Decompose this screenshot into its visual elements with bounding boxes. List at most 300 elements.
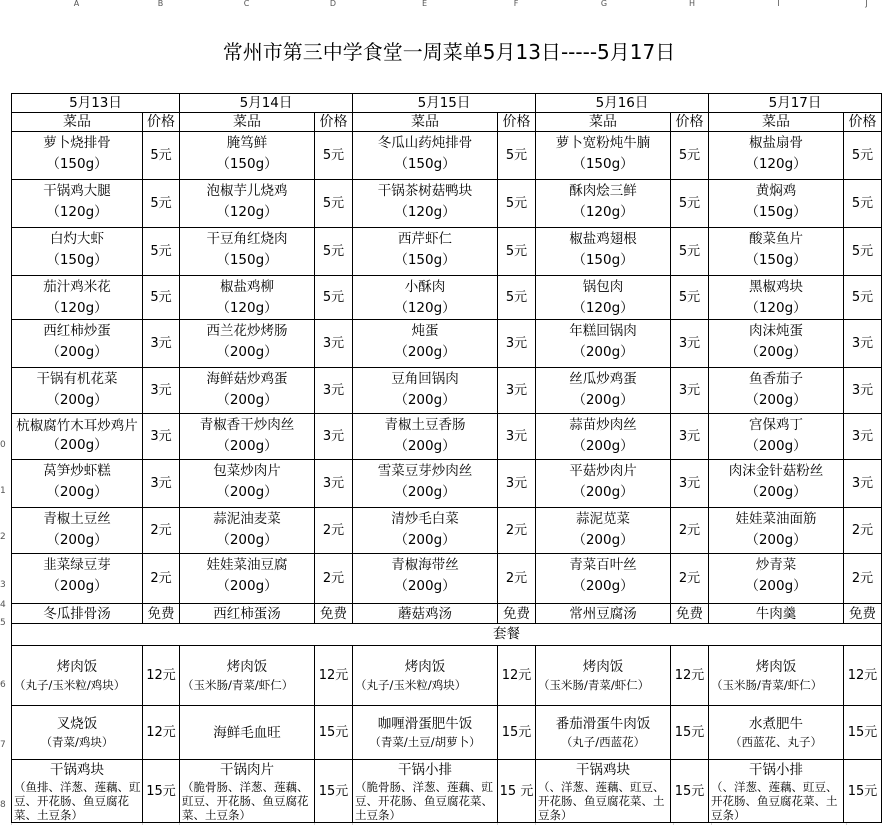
dish-name: 鱼香茄子 — [749, 371, 803, 387]
price-cell: 5元 — [143, 132, 180, 180]
combo-price: 15元 — [315, 706, 353, 760]
dish-weight: （150g） — [216, 156, 278, 172]
price-cell: 3元 — [671, 460, 709, 508]
dish-weight: （200g） — [745, 532, 807, 548]
dish-cell — [536, 368, 671, 414]
price-cell: 3元 — [671, 320, 709, 368]
dish-name: 黑椒鸡块 — [749, 279, 803, 295]
combo-price: 15元 — [671, 760, 709, 823]
combo-price: 15元 — [844, 706, 882, 760]
price-cell: 3元 — [844, 460, 882, 508]
combo-name: 烤肉饭 — [582, 659, 624, 675]
price-cell: 5元 — [844, 132, 882, 180]
dish-name: 茄汁鸡米花 — [43, 279, 111, 295]
dish-name: 萝卜烧排骨 — [43, 135, 111, 151]
combo-name: 烤肉饭 — [56, 659, 98, 675]
dish-cell — [536, 554, 671, 604]
soup-price: 免费 — [671, 604, 709, 624]
menu-row — [12, 554, 882, 604]
dish-weight: （200g） — [745, 438, 807, 454]
price-cell: 5元 — [143, 228, 180, 276]
dish-weight: （120g） — [745, 156, 807, 172]
dish-cell — [180, 414, 315, 460]
combo-name: 叉烧饭 — [56, 716, 98, 732]
dish-cell — [180, 180, 315, 228]
dish-cell — [709, 368, 844, 414]
price-cell: 5元 — [315, 228, 353, 276]
dish-cell — [353, 228, 498, 276]
dish-name: 青椒土豆香肠 — [384, 417, 466, 433]
combo-name: 海鲜毛血旺 — [213, 724, 281, 741]
combo-price: 12元 — [143, 646, 180, 706]
dish-weight: （150g） — [745, 252, 807, 268]
dish-name: 干锅鸡大腿 — [43, 183, 111, 199]
combo-cell — [536, 646, 671, 706]
dish-weight: （200g） — [216, 438, 278, 454]
price-cell: 3元 — [315, 320, 353, 368]
dish-weight: （200g） — [216, 578, 278, 594]
dish-weight: （200g） — [394, 438, 456, 454]
row-header[interactable]: 8 — [0, 800, 6, 810]
price-cell: 5元 — [315, 276, 353, 320]
dish-name: 白灼大虾 — [50, 231, 104, 247]
dish-header: 菜品 — [12, 113, 143, 132]
price-cell: 2元 — [671, 554, 709, 604]
set-meal-label-row — [12, 624, 882, 646]
dish-weight: （120g） — [394, 204, 456, 220]
dish-name: 干锅有机花菜 — [36, 371, 118, 387]
price-cell: 2元 — [315, 508, 353, 554]
dish-cell — [709, 228, 844, 276]
combo-cell — [536, 706, 671, 760]
dish-name: 蒜苗炒肉丝 — [569, 417, 637, 433]
dish-cell — [536, 508, 671, 554]
dish-cell — [709, 508, 844, 554]
dish-cell — [709, 180, 844, 228]
price-cell: 3元 — [143, 414, 180, 460]
dish-cell — [536, 228, 671, 276]
dish-weight: （200g） — [572, 438, 634, 454]
dish-cell — [709, 554, 844, 604]
dish-name: 黄焖鸡 — [755, 183, 797, 199]
price-cell: 5元 — [671, 276, 709, 320]
combo-details: （、洋葱、莲藕、豇豆、开花肠、鱼豆腐花菜、土豆条） — [538, 780, 665, 822]
dish-name: 年糕回锅肉 — [569, 323, 637, 339]
price-cell: 5元 — [498, 276, 536, 320]
dish-name: 椒盐鸡柳 — [220, 279, 274, 295]
price-cell: 5元 — [143, 180, 180, 228]
combo-cell — [709, 706, 844, 760]
dish-cell — [180, 460, 315, 508]
dish-weight: （200g） — [572, 484, 634, 500]
combo-details: （脆骨肠、洋葱、莲藕、豇豆、开花肠、鱼豆腐花菜、土豆条） — [182, 780, 309, 822]
dish-name: 炒青菜 — [755, 557, 797, 573]
row-header[interactable]: 3 — [0, 580, 6, 590]
dish-name: 海鲜菇炒鸡蛋 — [206, 371, 288, 387]
dish-weight: （200g） — [745, 578, 807, 594]
dish-cell — [12, 508, 143, 554]
dish-name: 酥肉烩三鲜 — [569, 183, 637, 199]
menu-row — [12, 132, 882, 180]
dish-weight: （200g） — [216, 484, 278, 500]
dish-weight: （200g） — [572, 578, 634, 594]
dish-cell — [180, 368, 315, 414]
weekly-menu-table — [11, 93, 882, 823]
dish-name: 干锅茶树菇鸭块 — [377, 183, 473, 199]
row-header[interactable]: 1 — [0, 486, 6, 496]
combo-cell — [536, 760, 671, 823]
dish-name: 椒盐鸡翅根 — [569, 231, 637, 247]
dish-weight: （120g） — [745, 300, 807, 316]
dish-name: 蒜泥苋菜 — [576, 511, 630, 527]
day-header: 5月15日 — [353, 94, 536, 113]
column-header[interactable]: A — [11, 0, 142, 8]
dish-cell — [709, 414, 844, 460]
dish-cell — [12, 554, 143, 604]
dish-cell — [12, 368, 143, 414]
dish-header: 菜品 — [180, 113, 315, 132]
dish-cell — [180, 508, 315, 554]
menu-row — [12, 414, 882, 460]
combo-price: 15元 — [498, 706, 536, 760]
dish-name: 丝瓜炒鸡蛋 — [569, 371, 637, 387]
dish-cell — [353, 320, 498, 368]
combo-cell — [12, 760, 143, 823]
menu-row — [12, 320, 882, 368]
dish-weight: （150g） — [46, 252, 108, 268]
column-label-row — [12, 113, 882, 132]
price-cell: 3元 — [498, 460, 536, 508]
combo-price: 15元 — [315, 760, 353, 823]
soup-price: 免费 — [498, 604, 536, 624]
dish-name: 豆角回锅肉 — [391, 371, 459, 387]
column-header[interactable]: J — [846, 0, 887, 8]
combo-details: （玉米肠/青菜/虾仁） — [538, 678, 650, 692]
dish-cell — [353, 180, 498, 228]
dish-name: 干豆角红烧肉 — [206, 231, 288, 247]
price-cell: 3元 — [671, 414, 709, 460]
dish-cell — [180, 276, 315, 320]
dish-weight: （200g） — [745, 344, 807, 360]
dish-cell — [353, 132, 498, 180]
combo-name: 干锅肉片 — [220, 762, 274, 778]
column-header[interactable]: C — [179, 0, 314, 8]
dish-name: 锅包肉 — [582, 279, 624, 295]
price-header: 价格 — [498, 113, 536, 132]
price-header: 价格 — [844, 113, 882, 132]
combo-cell — [12, 706, 143, 760]
dish-name: 酸菜鱼片 — [749, 231, 803, 247]
price-cell: 3元 — [143, 320, 180, 368]
dish-weight: （120g） — [216, 204, 278, 220]
combo-name: 干锅小排 — [749, 762, 803, 778]
dish-name: 青椒土豆丝 — [43, 511, 111, 527]
dish-weight: （200g） — [216, 532, 278, 548]
dish-cell — [709, 276, 844, 320]
price-cell: 3元 — [315, 414, 353, 460]
menu-row — [12, 368, 882, 414]
combo-cell — [709, 646, 844, 706]
dish-weight: （200g） — [46, 532, 108, 548]
dish-cell — [12, 320, 143, 368]
price-cell: 2元 — [498, 508, 536, 554]
combo-details: （、洋葱、莲藕、豇豆、开花肠、鱼豆腐花菜、土豆条） — [711, 780, 838, 822]
dish-cell — [12, 276, 143, 320]
price-cell: 2元 — [671, 508, 709, 554]
dish-weight: （120g） — [216, 300, 278, 316]
dish-name: 娃娃菜油豆腐 — [206, 557, 288, 573]
price-cell: 5元 — [671, 180, 709, 228]
combo-price: 15元 — [844, 760, 882, 823]
dish-cell — [353, 368, 498, 414]
dish-weight: （200g） — [46, 484, 108, 500]
combo-details: （青菜/鸡块） — [40, 735, 114, 749]
dish-name: 包菜炒肉片 — [213, 463, 281, 479]
combo-name: 干锅鸡块 — [576, 762, 630, 778]
dish-name: 肉沫金针菇粉丝 — [728, 463, 824, 479]
dish-name: 青菜百叶丝 — [569, 557, 637, 573]
combo-cell — [12, 646, 143, 706]
dish-name: 萝卜宽粉炖牛腩 — [555, 135, 651, 151]
dish-name: 泡椒芋儿烧鸡 — [206, 183, 288, 199]
dish-weight: （200g） — [572, 344, 634, 360]
row-header[interactable]: 4 — [0, 600, 6, 610]
dish-name: 青椒海带丝 — [391, 557, 459, 573]
soup-name: 西红柿蛋汤 — [180, 604, 315, 624]
dish-name: 莴笋炒虾糕 — [43, 463, 111, 479]
dish-name: 小酥肉 — [404, 279, 446, 295]
combo-details: （玉米肠/青菜/虾仁） — [711, 678, 823, 692]
dish-weight: （200g） — [394, 532, 456, 548]
combo-details: （丸子/西蓝花） — [560, 735, 646, 749]
price-cell: 5元 — [498, 228, 536, 276]
price-cell: 2元 — [143, 508, 180, 554]
column-header[interactable]: F — [497, 0, 535, 8]
day-header: 5月16日 — [536, 94, 709, 113]
dish-weight: （200g） — [46, 437, 108, 453]
dish-cell — [709, 320, 844, 368]
price-cell: 3元 — [143, 368, 180, 414]
soup-price: 免费 — [143, 604, 180, 624]
row-header[interactable]: 5 — [0, 618, 6, 628]
dish-name: 平菇炒肉片 — [569, 463, 637, 479]
dish-cell — [353, 554, 498, 604]
column-header[interactable]: E — [352, 0, 497, 8]
combo-details: （鱼排、洋葱、莲藕、豇豆、开花肠、鱼豆腐花菜、土豆条） — [14, 780, 141, 822]
column-header[interactable]: H — [673, 0, 711, 8]
dish-cell — [180, 554, 315, 604]
day-header: 5月13日 — [12, 94, 180, 113]
price-header: 价格 — [143, 113, 180, 132]
dish-weight: （200g） — [572, 532, 634, 548]
dish-weight: （150g） — [394, 156, 456, 172]
combo-price: 15元 — [143, 760, 180, 823]
price-cell: 3元 — [844, 320, 882, 368]
menu-row — [12, 460, 882, 508]
dish-cell — [536, 132, 671, 180]
row-header[interactable]: 6 — [0, 680, 6, 690]
menu-row — [12, 508, 882, 554]
combo-price: 12元 — [143, 706, 180, 760]
row-header[interactable]: 2 — [0, 532, 6, 542]
column-header[interactable]: G — [535, 0, 673, 8]
soup-name: 冬瓜排骨汤 — [12, 604, 143, 624]
price-header: 价格 — [315, 113, 353, 132]
combo-name: 干锅鸡块 — [50, 762, 104, 778]
dish-weight: （200g） — [745, 392, 807, 408]
dish-cell — [536, 180, 671, 228]
dish-weight: （200g） — [394, 578, 456, 594]
dish-name: 肉沫炖蛋 — [749, 323, 803, 339]
dish-name: 娃娃菜油面筋 — [735, 511, 817, 527]
menu-row — [12, 228, 882, 276]
dish-weight: （150g） — [572, 252, 634, 268]
dish-cell — [353, 508, 498, 554]
price-cell: 3元 — [498, 320, 536, 368]
dish-cell — [353, 414, 498, 460]
combo-cell — [353, 760, 498, 823]
dish-weight: （120g） — [46, 204, 108, 220]
dish-cell — [12, 228, 143, 276]
combo-cell — [353, 706, 498, 760]
combo-name: 烤肉饭 — [404, 659, 446, 675]
price-cell: 3元 — [844, 368, 882, 414]
row-header[interactable]: 0 — [0, 440, 6, 450]
dish-name: 清炒毛白菜 — [391, 511, 459, 527]
column-header[interactable]: B — [142, 0, 179, 8]
combo-row — [12, 760, 882, 823]
price-cell: 3元 — [498, 368, 536, 414]
combo-details: （西蓝花、丸子） — [730, 735, 822, 749]
price-cell: 5元 — [671, 132, 709, 180]
dish-name: 青椒香干炒肉丝 — [199, 417, 295, 433]
dish-cell — [180, 228, 315, 276]
price-cell: 3元 — [671, 368, 709, 414]
dish-name: 西兰花炒烤肠 — [206, 323, 288, 339]
dish-weight: （120g） — [572, 300, 634, 316]
price-cell: 5元 — [844, 228, 882, 276]
combo-cell — [353, 646, 498, 706]
dish-weight: （150g） — [394, 252, 456, 268]
combo-cell — [709, 760, 844, 823]
dish-header: 菜品 — [709, 113, 844, 132]
dish-cell — [536, 460, 671, 508]
combo-details: （丸子/玉米粒/鸡块） — [355, 678, 467, 692]
dish-name: 宫保鸡丁 — [749, 417, 803, 433]
dish-weight: （120g） — [46, 300, 108, 316]
price-cell: 3元 — [143, 460, 180, 508]
dish-weight: （150g） — [572, 156, 634, 172]
dish-cell — [536, 414, 671, 460]
menu-row — [12, 276, 882, 320]
page-title: 常州市第三中学食堂一周菜单5月13日-----5月17日 — [11, 8, 887, 93]
dish-weight: （200g） — [216, 344, 278, 360]
dish-weight: （150g） — [745, 204, 807, 220]
combo-details: （青菜/土豆/胡萝卜） — [369, 735, 481, 749]
dish-cell — [12, 180, 143, 228]
dish-cell — [180, 132, 315, 180]
dish-weight: （200g） — [216, 392, 278, 408]
dish-weight: （200g） — [572, 392, 634, 408]
soup-row — [12, 604, 882, 624]
price-cell: 5元 — [143, 276, 180, 320]
day-header: 5月17日 — [709, 94, 882, 113]
dish-name: 西红柿炒蛋 — [43, 323, 111, 339]
price-cell: 5元 — [844, 276, 882, 320]
dish-weight: （200g） — [46, 578, 108, 594]
price-cell: 5元 — [315, 180, 353, 228]
combo-name: 烤肉饭 — [755, 659, 797, 675]
dish-cell — [709, 460, 844, 508]
dish-cell — [12, 132, 143, 180]
combo-cell — [180, 646, 315, 706]
combo-name: 干锅小排 — [398, 762, 452, 778]
soup-name: 牛肉羹 — [709, 604, 844, 624]
soup-name: 常州豆腐汤 — [536, 604, 671, 624]
combo-name: 烤肉饭 — [226, 659, 268, 675]
dish-weight: （200g） — [394, 392, 456, 408]
combo-name: 水煮肥牛 — [749, 716, 803, 732]
combo-price: 12元 — [315, 646, 353, 706]
set-meal-label: 套餐 — [12, 624, 882, 646]
dish-weight: （200g） — [394, 484, 456, 500]
combo-details: （玉米肠/青菜/虾仁） — [182, 678, 294, 692]
dish-weight: （150g） — [216, 252, 278, 268]
price-cell: 5元 — [844, 180, 882, 228]
soup-name: 蘑菇鸡汤 — [353, 604, 498, 624]
day-header: 5月14日 — [180, 94, 353, 113]
menu-row — [12, 180, 882, 228]
dish-weight: （120g） — [572, 204, 634, 220]
price-header: 价格 — [671, 113, 709, 132]
combo-details: （脆骨肠、洋葱、莲藕、豇豆、开花肠、鱼豆腐花菜、土豆条） — [355, 780, 493, 822]
dish-name: 冬瓜山药炖排骨 — [377, 135, 473, 151]
row-header[interactable]: 7 — [0, 740, 6, 750]
column-header[interactable]: I — [711, 0, 846, 8]
dish-name: 蒜泥油麦菜 — [213, 511, 281, 527]
dish-name: 椒盐扇骨 — [749, 135, 803, 151]
dish-cell — [709, 132, 844, 180]
combo-row — [12, 646, 882, 706]
column-header[interactable]: D — [314, 0, 352, 8]
combo-cell — [180, 760, 315, 823]
soup-price: 免费 — [844, 604, 882, 624]
dish-cell — [353, 276, 498, 320]
dish-cell — [12, 414, 143, 460]
combo-price: 12元 — [844, 646, 882, 706]
combo-price: 12元 — [671, 646, 709, 706]
price-cell: 3元 — [315, 368, 353, 414]
dish-weight: （120g） — [394, 300, 456, 316]
price-cell: 2元 — [315, 554, 353, 604]
dish-name: 雪菜豆芽炒肉丝 — [377, 463, 473, 479]
price-cell: 2元 — [844, 508, 882, 554]
price-cell: 5元 — [498, 180, 536, 228]
dish-name: 西芹虾仁 — [398, 231, 452, 247]
price-cell: 2元 — [498, 554, 536, 604]
dish-weight: （150g） — [46, 156, 108, 172]
price-cell: 5元 — [498, 132, 536, 180]
price-cell: 3元 — [498, 414, 536, 460]
dish-weight: （200g） — [46, 344, 108, 360]
dish-header: 菜品 — [536, 113, 671, 132]
day-header-row — [12, 94, 882, 113]
dish-name: 杭椒腐竹木耳炒鸡片 — [16, 418, 138, 434]
combo-details: （丸子/玉米粒/鸡块） — [14, 678, 126, 692]
price-cell: 2元 — [143, 554, 180, 604]
combo-price: 15元 — [671, 706, 709, 760]
dish-cell — [12, 460, 143, 508]
